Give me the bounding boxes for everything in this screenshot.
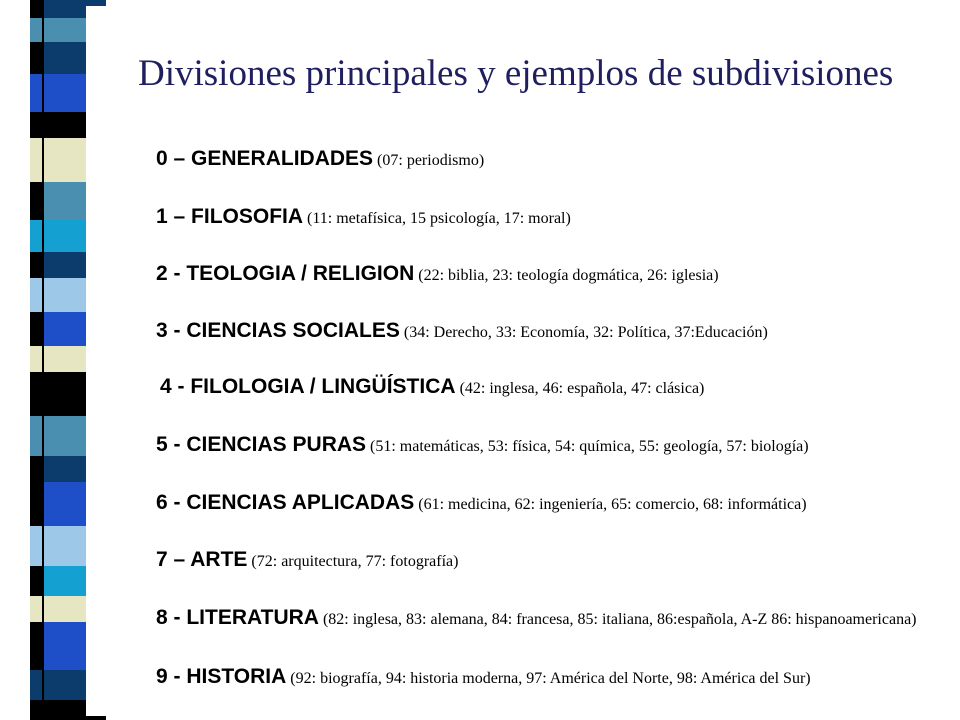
list-item [156, 547, 946, 575]
division-name: 5 - CIENCIAS PURAS [156, 433, 367, 456]
division-name: 1 – FILOSOFIA [156, 205, 304, 228]
list-item [156, 432, 946, 460]
division-examples: (22: biblia, 23: teología dogmática, 26: iglesia) [418, 267, 719, 284]
division-examples: (34: Derecho, 33: Economía, 32: Política, 37:Educación) [403, 324, 768, 341]
division-name: 3 - CIENCIAS SOCIALES [156, 319, 400, 342]
division-name: 9 - HISTORIA [156, 665, 287, 688]
list-item [138, 606, 918, 632]
division-examples: (11: metafísica, 15 psicología, 17: moral) [307, 210, 571, 227]
division-examples: (82: inglesa, 83: alemana, 84: francesa, 85: italiana, 86:española, A-Z 86: hispanoamericana) [322, 611, 917, 628]
list-item [156, 490, 946, 518]
division-name: 4 - FILOLOGIA / LINGÜÍSTICA [160, 375, 456, 398]
division-examples: (72: arquitectura, 77: fotografía) [251, 553, 459, 570]
list-item [156, 204, 946, 232]
list-item [160, 374, 950, 402]
list-item [156, 664, 946, 692]
division-examples: (61: medicina, 62: ingeniería, 65: comercio, 68: informática) [418, 496, 807, 513]
division-name: 2 - TEOLOGIA / RELIGION [156, 262, 415, 285]
list-item [156, 261, 946, 289]
division-examples: (07: periodismo) [377, 152, 485, 169]
list-item [156, 146, 946, 174]
division-name: 8 - LITERATURA [156, 606, 319, 629]
division-name: 6 - CIENCIAS APLICADAS [156, 491, 415, 514]
list-item [156, 318, 946, 346]
division-examples: (51: matemáticas, 53: física, 54: química, 55: geología, 57: biología) [370, 438, 809, 455]
division-name: 7 – ARTE [156, 548, 248, 571]
division-examples: (92: biografía, 94: historia moderna, 97: América del Norte, 98: América del Sur) [290, 670, 811, 687]
division-examples: (42: inglesa, 46: española, 47: clásica) [459, 380, 705, 397]
division-name: 0 – GENERALIDADES [156, 147, 374, 170]
page-title: Divisiones principales y ejemplos de subdivisiones [138, 53, 894, 94]
